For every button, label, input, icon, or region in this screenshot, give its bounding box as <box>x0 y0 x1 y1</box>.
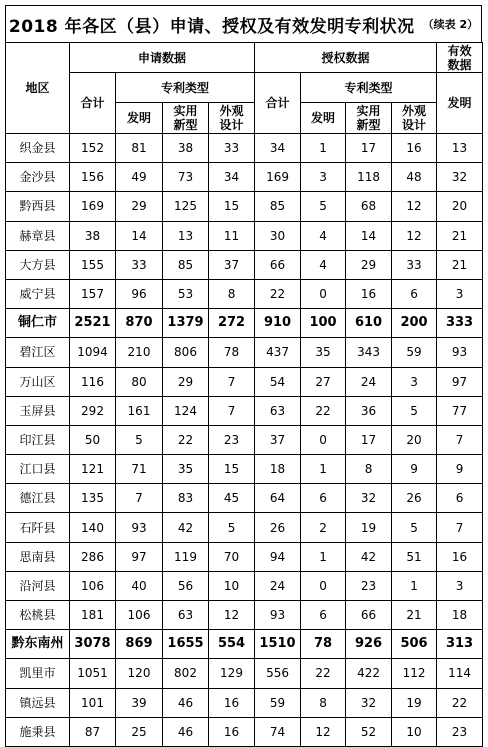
table-cell: 24 <box>255 571 301 600</box>
table-cell: 3 <box>437 571 483 600</box>
table-cell: 40 <box>116 571 163 600</box>
table-cell: 506 <box>392 630 437 659</box>
region-name: 黔西县 <box>6 192 70 221</box>
table-cell: 156 <box>70 163 116 192</box>
patent-statistics-table <box>5 42 483 747</box>
table-cell: 80 <box>116 367 163 396</box>
table-cell: 29 <box>116 192 163 221</box>
table-cell: 125 <box>163 192 209 221</box>
table-cell: 3 <box>301 163 346 192</box>
region-name: 织金县 <box>6 134 70 163</box>
region-name: 赫章县 <box>6 221 70 250</box>
table-cell: 1094 <box>70 338 116 367</box>
header-grant-type: 专利类型 <box>301 73 437 103</box>
table-cell: 33 <box>116 250 163 279</box>
table-cell: 5 <box>116 425 163 454</box>
table-cell: 5 <box>392 396 437 425</box>
table-cell: 35 <box>301 338 346 367</box>
table-cell: 45 <box>209 484 255 513</box>
table-cell: 26 <box>392 484 437 513</box>
table-cell: 1 <box>301 455 346 484</box>
table-row <box>6 513 483 542</box>
region-name: 镇远县 <box>6 688 70 717</box>
table-cell: 33 <box>392 250 437 279</box>
table-cell: 124 <box>163 396 209 425</box>
table-cell: 16 <box>346 279 392 308</box>
region-name: 施秉县 <box>6 717 70 746</box>
table-cell: 3 <box>437 279 483 308</box>
table-cell: 38 <box>163 134 209 163</box>
table-cell: 35 <box>163 455 209 484</box>
table-cell: 556 <box>255 659 301 688</box>
table-cell: 910 <box>255 309 301 338</box>
table-cell: 9 <box>392 455 437 484</box>
table-cell: 120 <box>116 659 163 688</box>
table-cell: 121 <box>70 455 116 484</box>
table-cell: 313 <box>437 630 483 659</box>
table-cell: 135 <box>70 484 116 513</box>
table-cell: 161 <box>116 396 163 425</box>
table-cell: 46 <box>163 688 209 717</box>
table-cell: 13 <box>163 221 209 250</box>
table-cell: 93 <box>116 513 163 542</box>
header-grant: 授权数据 <box>255 43 437 73</box>
table-cell: 806 <box>163 338 209 367</box>
table-cell: 32 <box>346 688 392 717</box>
header-grant-utility: 实用 新型 <box>346 103 392 134</box>
table-row <box>6 309 483 338</box>
table-cell: 16 <box>437 542 483 571</box>
table-cell: 22 <box>301 396 346 425</box>
table-cell: 78 <box>209 338 255 367</box>
table-cell: 56 <box>163 571 209 600</box>
table-cell: 25 <box>116 717 163 746</box>
table-cell: 42 <box>346 542 392 571</box>
table-cell: 7 <box>209 396 255 425</box>
table-row <box>6 338 483 367</box>
table-cell: 7 <box>209 367 255 396</box>
region-name: 德江县 <box>6 484 70 513</box>
table-cell: 200 <box>392 309 437 338</box>
table-cell: 119 <box>163 542 209 571</box>
region-name: 玉屏县 <box>6 396 70 425</box>
region-name: 碧江区 <box>6 338 70 367</box>
table-cell: 140 <box>70 513 116 542</box>
table-cell: 15 <box>209 455 255 484</box>
region-name: 松桃县 <box>6 601 70 630</box>
table-cell: 63 <box>163 601 209 630</box>
table-cell: 802 <box>163 659 209 688</box>
table-cell: 0 <box>301 571 346 600</box>
table-cell: 8 <box>209 279 255 308</box>
table-row <box>6 484 483 513</box>
table-row <box>6 192 483 221</box>
table-cell: 24 <box>346 367 392 396</box>
table-title-bar <box>5 5 482 42</box>
table-cell: 11 <box>209 221 255 250</box>
table-cell: 32 <box>437 163 483 192</box>
table-cell: 85 <box>163 250 209 279</box>
table-cell: 4 <box>301 221 346 250</box>
header-apply-type: 专利类型 <box>116 73 255 103</box>
table-cell: 10 <box>392 717 437 746</box>
table-cell: 50 <box>70 425 116 454</box>
table-cell: 23 <box>346 571 392 600</box>
table-title-note: （续表 2） <box>422 18 479 31</box>
table-cell: 87 <box>70 717 116 746</box>
table-cell: 1655 <box>163 630 209 659</box>
table-cell: 6 <box>301 484 346 513</box>
table-cell: 51 <box>392 542 437 571</box>
header-grant-total: 合计 <box>255 73 301 134</box>
table-cell: 33 <box>209 134 255 163</box>
region-name: 石阡县 <box>6 513 70 542</box>
table-cell: 3 <box>392 367 437 396</box>
region-name: 凯里市 <box>6 659 70 688</box>
table-cell: 5 <box>301 192 346 221</box>
table-cell: 74 <box>255 717 301 746</box>
table-cell: 21 <box>392 601 437 630</box>
table-row <box>6 163 483 192</box>
table-cell: 70 <box>209 542 255 571</box>
table-cell: 13 <box>437 134 483 163</box>
table-row <box>6 279 483 308</box>
table-row <box>6 688 483 717</box>
table-cell: 93 <box>437 338 483 367</box>
header-apply: 申请数据 <box>70 43 255 73</box>
table-cell: 169 <box>70 192 116 221</box>
table-cell: 14 <box>116 221 163 250</box>
table-row <box>6 542 483 571</box>
table-cell: 29 <box>163 367 209 396</box>
region-name: 大方县 <box>6 250 70 279</box>
table-cell: 7 <box>437 425 483 454</box>
table-cell: 94 <box>255 542 301 571</box>
table-cell: 64 <box>255 484 301 513</box>
table-cell: 71 <box>116 455 163 484</box>
table-cell: 19 <box>392 688 437 717</box>
table-cell: 36 <box>346 396 392 425</box>
header-apply-design: 外观 设计 <box>209 103 255 134</box>
table-cell: 7 <box>437 513 483 542</box>
header-valid: 有效 数据 <box>437 43 483 73</box>
table-cell: 14 <box>346 221 392 250</box>
table-cell: 112 <box>392 659 437 688</box>
table-cell: 4 <box>301 250 346 279</box>
region-name: 金沙县 <box>6 163 70 192</box>
table-cell: 22 <box>163 425 209 454</box>
table-cell: 21 <box>437 250 483 279</box>
table-cell: 26 <box>255 513 301 542</box>
table-cell: 12 <box>392 192 437 221</box>
table-cell: 78 <box>301 630 346 659</box>
table-cell: 1379 <box>163 309 209 338</box>
table-cell: 118 <box>346 163 392 192</box>
table-row <box>6 717 483 746</box>
table-cell: 5 <box>392 513 437 542</box>
table-row <box>6 250 483 279</box>
table-cell: 210 <box>116 338 163 367</box>
table-cell: 22 <box>255 279 301 308</box>
table-cell: 27 <box>301 367 346 396</box>
table-cell: 2521 <box>70 309 116 338</box>
table-cell: 152 <box>70 134 116 163</box>
table-row <box>6 659 483 688</box>
table-row <box>6 571 483 600</box>
table-cell: 869 <box>116 630 163 659</box>
table-cell: 21 <box>437 221 483 250</box>
table-cell: 18 <box>255 455 301 484</box>
table-cell: 49 <box>116 163 163 192</box>
table-cell: 96 <box>116 279 163 308</box>
table-cell: 292 <box>70 396 116 425</box>
table-cell: 54 <box>255 367 301 396</box>
table-cell: 422 <box>346 659 392 688</box>
header-grant-design: 外观 设计 <box>392 103 437 134</box>
table-cell: 20 <box>437 192 483 221</box>
table-cell: 286 <box>70 542 116 571</box>
table-cell: 12 <box>392 221 437 250</box>
table-cell: 68 <box>346 192 392 221</box>
table-row <box>6 455 483 484</box>
table-cell: 66 <box>255 250 301 279</box>
header-apply-total: 合计 <box>70 73 116 134</box>
table-cell: 53 <box>163 279 209 308</box>
table-cell: 8 <box>346 455 392 484</box>
table-cell: 93 <box>255 601 301 630</box>
table-cell: 59 <box>392 338 437 367</box>
table-cell: 34 <box>209 163 255 192</box>
table-row <box>6 396 483 425</box>
table-title: 2018 年各区（县）申请、授权及有效发明专利状况 <box>8 16 415 37</box>
region-name: 黔东南州 <box>6 630 70 659</box>
table-cell: 8 <box>301 688 346 717</box>
patent-report <box>5 5 482 747</box>
table-cell: 16 <box>209 688 255 717</box>
table-cell: 73 <box>163 163 209 192</box>
table-cell: 16 <box>392 134 437 163</box>
region-name: 思南县 <box>6 542 70 571</box>
table-cell: 30 <box>255 221 301 250</box>
table-cell: 63 <box>255 396 301 425</box>
table-row <box>6 601 483 630</box>
table-cell: 59 <box>255 688 301 717</box>
table-cell: 77 <box>437 396 483 425</box>
table-cell: 81 <box>116 134 163 163</box>
table-cell: 5 <box>209 513 255 542</box>
table-cell: 7 <box>116 484 163 513</box>
table-cell: 116 <box>70 367 116 396</box>
table-cell: 114 <box>437 659 483 688</box>
table-cell: 0 <box>301 425 346 454</box>
region-name: 沿河县 <box>6 571 70 600</box>
table-cell: 37 <box>255 425 301 454</box>
table-cell: 9 <box>437 455 483 484</box>
table-cell: 1510 <box>255 630 301 659</box>
table-cell: 37 <box>209 250 255 279</box>
table-cell: 6 <box>392 279 437 308</box>
table-cell: 333 <box>437 309 483 338</box>
table-cell: 15 <box>209 192 255 221</box>
region-name: 印江县 <box>6 425 70 454</box>
table-cell: 926 <box>346 630 392 659</box>
table-cell: 46 <box>163 717 209 746</box>
table-cell: 66 <box>346 601 392 630</box>
table-cell: 12 <box>301 717 346 746</box>
table-cell: 32 <box>346 484 392 513</box>
table-cell: 52 <box>346 717 392 746</box>
table-cell: 83 <box>163 484 209 513</box>
header-grant-invention: 发明 <box>301 103 346 134</box>
table-row <box>6 425 483 454</box>
table-cell: 1 <box>392 571 437 600</box>
table-cell: 22 <box>301 659 346 688</box>
table-cell: 16 <box>209 717 255 746</box>
table-cell: 2 <box>301 513 346 542</box>
table-cell: 97 <box>116 542 163 571</box>
table-cell: 6 <box>437 484 483 513</box>
table-cell: 23 <box>209 425 255 454</box>
table-cell: 23 <box>437 717 483 746</box>
table-cell: 1051 <box>70 659 116 688</box>
table-cell: 48 <box>392 163 437 192</box>
table-cell: 17 <box>346 134 392 163</box>
header-apply-invention: 发明 <box>116 103 163 134</box>
table-cell: 106 <box>116 601 163 630</box>
table-cell: 19 <box>346 513 392 542</box>
region-name: 铜仁市 <box>6 309 70 338</box>
table-cell: 1 <box>301 542 346 571</box>
table-cell: 38 <box>70 221 116 250</box>
table-row <box>6 221 483 250</box>
table-cell: 18 <box>437 601 483 630</box>
table-cell: 169 <box>255 163 301 192</box>
table-cell: 0 <box>301 279 346 308</box>
table-cell: 870 <box>116 309 163 338</box>
table-cell: 34 <box>255 134 301 163</box>
table-row <box>6 630 483 659</box>
header-apply-utility: 实用 新型 <box>163 103 209 134</box>
table-cell: 106 <box>70 571 116 600</box>
table-cell: 29 <box>346 250 392 279</box>
region-name: 万山区 <box>6 367 70 396</box>
table-cell: 22 <box>437 688 483 717</box>
table-cell: 155 <box>70 250 116 279</box>
table-cell: 10 <box>209 571 255 600</box>
table-cell: 20 <box>392 425 437 454</box>
table-cell: 100 <box>301 309 346 338</box>
region-name: 江口县 <box>6 455 70 484</box>
table-row <box>6 367 483 396</box>
header-valid-invention: 发明 <box>437 73 483 134</box>
table-cell: 97 <box>437 367 483 396</box>
table-cell: 610 <box>346 309 392 338</box>
table-cell: 129 <box>209 659 255 688</box>
table-cell: 12 <box>209 601 255 630</box>
table-row <box>6 134 483 163</box>
table-cell: 101 <box>70 688 116 717</box>
table-cell: 6 <box>301 601 346 630</box>
region-name: 威宁县 <box>6 279 70 308</box>
table-cell: 343 <box>346 338 392 367</box>
header-region: 地区 <box>6 43 70 134</box>
table-cell: 85 <box>255 192 301 221</box>
table-cell: 17 <box>346 425 392 454</box>
table-cell: 3078 <box>70 630 116 659</box>
table-cell: 181 <box>70 601 116 630</box>
table-cell: 42 <box>163 513 209 542</box>
table-cell: 437 <box>255 338 301 367</box>
table-cell: 39 <box>116 688 163 717</box>
table-cell: 554 <box>209 630 255 659</box>
table-cell: 157 <box>70 279 116 308</box>
table-cell: 272 <box>209 309 255 338</box>
table-cell: 1 <box>301 134 346 163</box>
